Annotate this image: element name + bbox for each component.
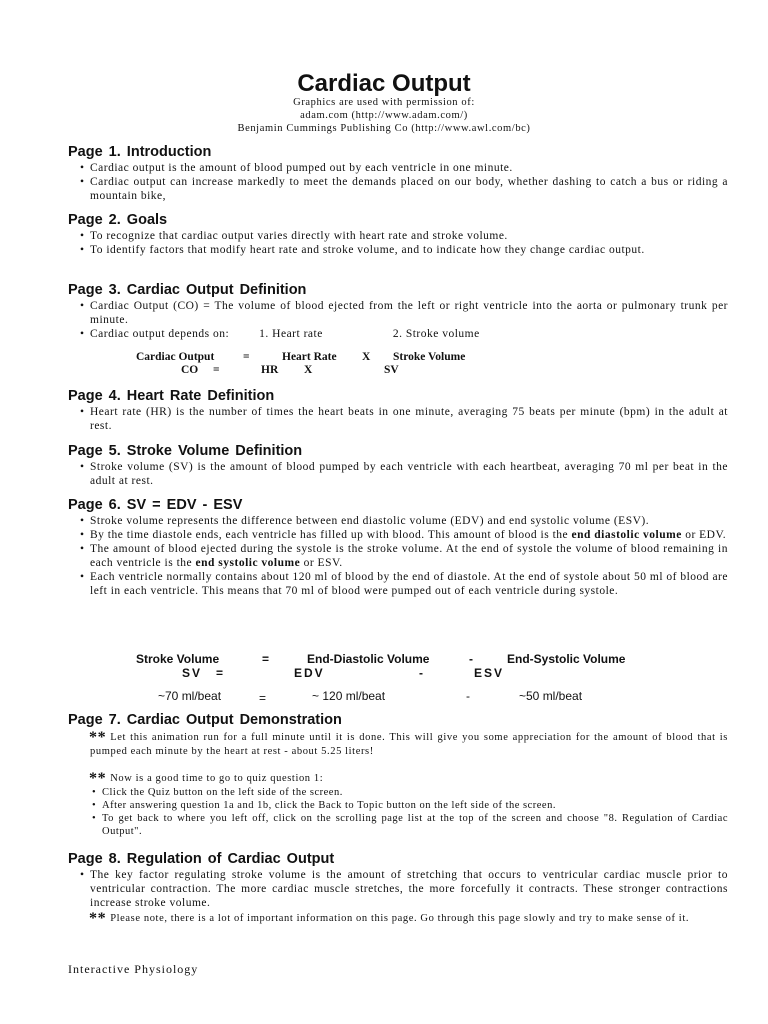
equation-term: EDV bbox=[294, 666, 325, 680]
list-item: • Stroke volume represents the difference between end diastolic volume (EDV) and end systolic volume (ESV). bbox=[68, 514, 728, 528]
equation-term: End-Systolic Volume bbox=[507, 652, 626, 666]
list-item: • To get back to where you left off, click on the scrolling page list at the top of the screen and choose "8. Regulation of Cardiac Output". bbox=[68, 812, 728, 838]
equation-term: HR bbox=[261, 364, 279, 376]
equation-term: Heart Rate bbox=[282, 351, 337, 363]
equation-term: CO bbox=[181, 364, 199, 376]
bullet-list bbox=[68, 868, 728, 910]
equation-value: ~ 120 ml/beat bbox=[312, 689, 386, 703]
double-asterisk-icon: ** bbox=[89, 729, 107, 746]
equation-operator: - bbox=[419, 666, 423, 680]
list-item: • To recognize that cardiac output varies directly with heart rate and stroke volume. bbox=[68, 229, 728, 243]
list-item bbox=[68, 528, 728, 542]
bullet-list bbox=[68, 161, 728, 203]
section-heading: Page 8. Regulation of Cardiac Output bbox=[68, 851, 335, 867]
footer-text: Interactive Physiology bbox=[68, 962, 199, 976]
section-sv-edv-esv bbox=[68, 497, 728, 598]
list-item-lead: Cardiac output depends on: bbox=[90, 328, 230, 340]
equation-operator: X bbox=[362, 351, 371, 363]
section-cardiac-output-demonstration bbox=[68, 712, 728, 838]
equation-term: Stroke Volume bbox=[393, 351, 466, 363]
section-heart-rate-definition bbox=[68, 388, 728, 433]
emphasis-term: end diastolic volume bbox=[571, 529, 682, 541]
credits-line: Benjamin Cummings Publishing Co (http://www.awl.com/bc) bbox=[237, 123, 531, 134]
section-heading: Page 4. Heart Rate Definition bbox=[68, 388, 275, 404]
equation-term: ESV bbox=[474, 666, 505, 680]
page-title: Cardiac Output bbox=[297, 70, 471, 97]
bullet-list bbox=[68, 405, 728, 433]
bullet-list bbox=[68, 460, 728, 488]
section-heading: Page 2. Goals bbox=[68, 212, 168, 228]
note-block bbox=[68, 912, 728, 926]
equation-term: SV bbox=[182, 666, 203, 680]
list-item-text: or ESV. bbox=[303, 557, 343, 569]
quiz-instructions-list bbox=[68, 786, 728, 838]
list-item: • Cardiac Output (CO) = The volume of blood ejected from the left or right ventricle into the aorta or pulmonary trunk per minute. bbox=[68, 299, 728, 327]
list-item: • To identify factors that modify heart rate and stroke volume, and to indicate how they change cardiac output. bbox=[68, 243, 728, 257]
equation-operator: - bbox=[469, 652, 473, 666]
list-item: • Heart rate (HR) is the number of times the heart beats in one minute, averaging 75 beats per minute (bpm) in the adult at rest. bbox=[68, 405, 728, 433]
section-heading: Page 3. Cardiac Output Definition bbox=[68, 282, 307, 298]
credits-line: Graphics are used with permission of: bbox=[293, 97, 475, 108]
note-text: Now is a good time to go to quiz question 1: bbox=[110, 773, 324, 784]
section-regulation-of-cardiac-output bbox=[68, 851, 728, 926]
note-block bbox=[68, 731, 728, 758]
equation-value: ~50 ml/beat bbox=[519, 689, 583, 703]
equation-operator: = bbox=[262, 652, 270, 666]
equation-operator: X bbox=[304, 364, 313, 376]
credits-line: adam.com (http://www.adam.com/) bbox=[300, 110, 468, 121]
list-item: • The key factor regulating stroke volume is the amount of stretching that occurs to ventricular cardiac muscle prior to ventricular contraction. The more cardiac muscle stretches, the more forcefully it contracts. These stronger contractions increase stroke volume. bbox=[68, 868, 728, 910]
bullet-list bbox=[68, 299, 728, 341]
list-item-factor: 2. Stroke volume bbox=[392, 328, 480, 340]
section-stroke-volume-definition bbox=[68, 443, 728, 488]
list-item bbox=[68, 327, 728, 341]
equation-term: Stroke Volume bbox=[136, 652, 220, 666]
emphasis-term: end systolic volume bbox=[195, 557, 301, 569]
double-asterisk-icon: ** bbox=[89, 910, 107, 927]
list-item: • Stroke volume (SV) is the amount of blood pumped by each ventricle with each heartbeat, averaging 70 ml per beat in the adult at rest. bbox=[68, 460, 728, 488]
section-heading: Page 6. SV = EDV - ESV bbox=[68, 497, 243, 513]
list-item: • After answering question 1a and 1b, click the Back to Topic button on the left side of the screen. bbox=[68, 799, 728, 812]
section-goals bbox=[68, 212, 728, 257]
bullet-list bbox=[68, 514, 728, 598]
equation-term: Cardiac Output bbox=[136, 351, 215, 363]
list-item: • Cardiac output can increase markedly to meet the demands placed on our body, whether dashing to catch a bus or riding a mountain bike, bbox=[68, 175, 728, 203]
list-item-text: By the time diastole ends, each ventricle has filled up with blood. This amount of blood is the bbox=[90, 529, 569, 541]
section-heading: Page 5. Stroke Volume Definition bbox=[68, 443, 303, 459]
equation-operator: = bbox=[213, 364, 220, 376]
bullet-list bbox=[68, 229, 728, 257]
list-item: • Each ventricle normally contains about 120 ml of blood by the end of diastole. At the end of systole about 50 ml of blood are left in each ventricle. This means that 70 ml of blood were pumped out of each ventricle during systole. bbox=[68, 570, 728, 598]
note-block bbox=[68, 772, 728, 786]
credits-block bbox=[0, 96, 768, 135]
equation-value: ~70 ml/beat bbox=[158, 689, 222, 703]
list-item bbox=[68, 542, 728, 570]
section-heading: Page 1. Introduction bbox=[68, 144, 212, 160]
double-asterisk-icon: ** bbox=[89, 770, 107, 787]
equation-operator: = bbox=[243, 351, 250, 363]
list-item: • Cardiac output is the amount of blood pumped out by each ventricle in one minute. bbox=[68, 161, 728, 175]
section-heading: Page 7. Cardiac Output Demonstration bbox=[68, 712, 342, 728]
note-text: Please note, there is a lot of important information on this page. Go through this page slowly and try to make sense of it. bbox=[110, 913, 690, 924]
equation-operator: - bbox=[466, 689, 470, 703]
equation-term: SV bbox=[384, 364, 399, 376]
list-item: • Click the Quiz button on the left side of the screen. bbox=[68, 786, 728, 799]
list-item-text: or EDV. bbox=[685, 529, 727, 541]
equation-operator: = bbox=[216, 666, 224, 680]
list-item-text: The amount of blood ejected during the systole is the stroke volume. At the end of systole the volume of blood remaining in each ventricle is the bbox=[90, 543, 728, 569]
section-introduction bbox=[68, 144, 728, 203]
equation-operator: = bbox=[259, 691, 267, 705]
section-cardiac-output-definition bbox=[68, 282, 728, 341]
list-item-factor: 1. Heart rate bbox=[259, 328, 323, 340]
equation-term: End-Diastolic Volume bbox=[307, 652, 430, 666]
note-text: Let this animation run for a full minute until it is done. This will give you some appreciation for the amount of blood that is pumped each minute by the heart at rest - about 5.25 liters! bbox=[90, 732, 728, 757]
